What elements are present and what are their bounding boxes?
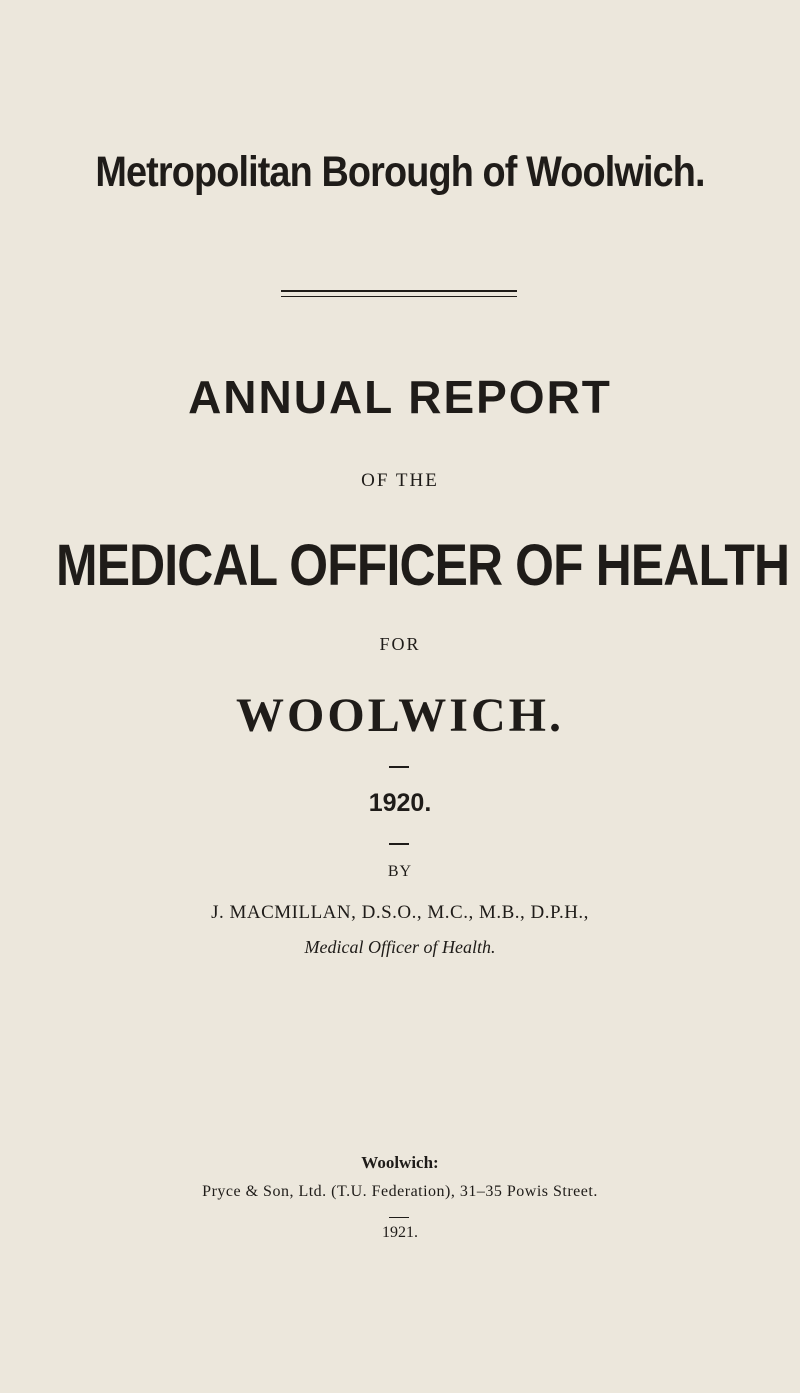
divider-dash (389, 1217, 409, 1218)
by-text: BY (387, 863, 413, 880)
place-name: WOOLWICH. (236, 689, 564, 742)
author-title: Medical Officer of Health. (304, 937, 496, 957)
of-the-text: OF THE (361, 470, 439, 491)
borough-heading: Metropolitan Borough of Woolwich. (95, 148, 705, 196)
for-text: FOR (379, 634, 421, 654)
publisher-place: Woolwich: (361, 1153, 439, 1172)
double-rule-top (281, 290, 517, 292)
divider-dash (389, 843, 409, 845)
publication-year: 1921. (382, 1224, 418, 1241)
report-year: 1920. (368, 789, 432, 817)
officer-title: MEDICAL OFFICER OF HEALTH (56, 533, 790, 598)
divider-dash (389, 766, 409, 768)
report-title: ANNUAL REPORT (188, 371, 612, 423)
double-rule-bottom (281, 296, 517, 297)
author-name: J. MACMILLAN, D.S.O., M.C., M.B., D.P.H., (211, 902, 589, 923)
publisher-line: Pryce & Son, Ltd. (T.U. Federation), 31–35 Powis Street. (202, 1183, 598, 1200)
